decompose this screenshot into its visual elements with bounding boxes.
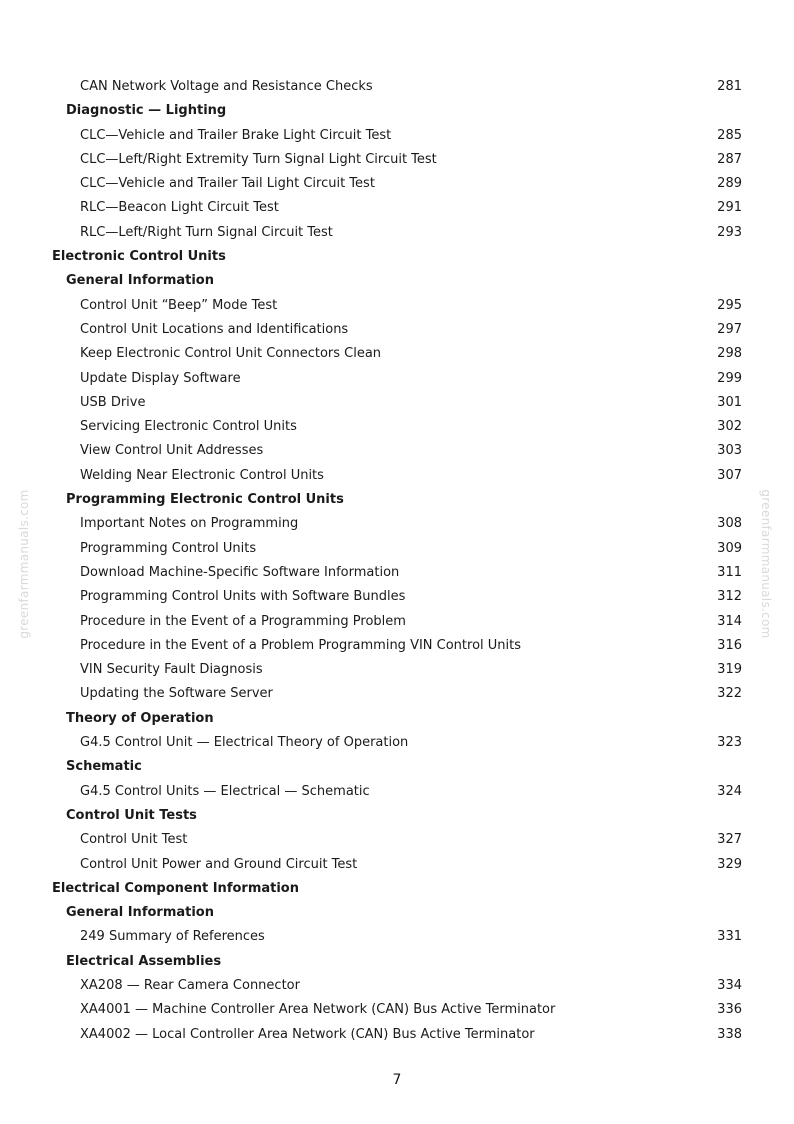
toc-entry-page-number: 322 <box>717 686 742 702</box>
toc-entry-page-number: 287 <box>717 151 742 167</box>
toc-entry[interactable] <box>0 925 794 949</box>
toc-entry[interactable] <box>0 853 794 877</box>
toc-entry-title: G4.5 Control Unit — Electrical Theory of Operation <box>80 735 409 751</box>
toc-entry-title: Diagnostic — Lighting <box>66 103 227 119</box>
toc-entry-title: RLC—Left/Right Turn Signal Circuit Test <box>80 224 333 240</box>
toc-entry-page-number: 295 <box>717 297 742 313</box>
subsection-heading <box>0 269 794 293</box>
toc-entry-page-number: 329 <box>717 856 742 872</box>
toc-entry-title: Important Notes on Programming <box>80 516 299 532</box>
toc-entry-title: VIN Security Fault Diagnosis <box>80 662 263 678</box>
toc-entry-title: Procedure in the Event of a Programming Problem <box>80 613 406 629</box>
toc-entry-page-number: 309 <box>717 540 742 556</box>
toc-entry-title: RLC—Beacon Light Circuit Test <box>80 200 279 216</box>
toc-entry-page-number: 324 <box>717 783 742 799</box>
section-heading <box>0 877 794 901</box>
toc-entry[interactable] <box>0 367 794 391</box>
toc-entry-page-number: 297 <box>717 321 742 337</box>
toc-entry-page-number: 308 <box>717 516 742 532</box>
subsection-heading <box>0 950 794 974</box>
toc-entry-page-number: 334 <box>717 977 742 993</box>
toc-entry-title: USB Drive <box>80 394 146 410</box>
toc-entry[interactable] <box>0 610 794 634</box>
table-of-contents <box>0 75 794 1047</box>
toc-entry-title: Control Unit “Beep” Mode Test <box>80 297 278 313</box>
toc-entry-page-number: 323 <box>717 735 742 751</box>
toc-entry-title: Control Unit Tests <box>66 807 197 823</box>
toc-entry[interactable] <box>0 1023 794 1047</box>
toc-entry[interactable] <box>0 561 794 585</box>
page-number: 7 <box>392 1072 402 1088</box>
toc-entry-page-number: 311 <box>717 564 742 580</box>
toc-entry-page-number: 299 <box>717 370 742 386</box>
section-heading <box>0 245 794 269</box>
toc-entry-page-number: 281 <box>717 79 742 94</box>
toc-entry-title: Control Unit Power and Ground Circuit Test <box>80 856 358 872</box>
toc-entry[interactable] <box>0 75 794 99</box>
toc-entry-page-number: 327 <box>717 832 742 848</box>
subsection-heading <box>0 804 794 828</box>
toc-entry-title: XA4001 — Machine Controller Area Network (CAN) Bus Active Terminator <box>80 1002 556 1018</box>
toc-entry-page-number: 293 <box>717 224 742 240</box>
toc-entry-page-number: 301 <box>717 394 742 410</box>
toc-entry[interactable] <box>0 124 794 148</box>
toc-entry[interactable] <box>0 172 794 196</box>
toc-entry[interactable] <box>0 634 794 658</box>
toc-entry[interactable] <box>0 415 794 439</box>
toc-entry-title: General Information <box>66 273 214 289</box>
toc-entry-title: Servicing Electronic Control Units <box>80 419 297 435</box>
subsection-heading <box>0 99 794 123</box>
toc-entry-page-number: 289 <box>717 176 742 192</box>
toc-entry-page-number: 285 <box>717 127 742 143</box>
toc-entry-title: Schematic <box>66 759 142 775</box>
toc-entry-page-number: 302 <box>717 419 742 435</box>
toc-entry[interactable] <box>0 585 794 609</box>
toc-entry[interactable] <box>0 148 794 172</box>
toc-entry[interactable] <box>0 318 794 342</box>
toc-entry[interactable] <box>0 682 794 706</box>
toc-entry-title: CLC—Left/Right Extremity Turn Signal Light Circuit Test <box>80 151 437 167</box>
subsection-heading <box>0 488 794 512</box>
toc-entry-title: XA4002 — Local Controller Area Network (CAN) Bus Active Terminator <box>80 1026 535 1042</box>
toc-entry[interactable] <box>0 439 794 463</box>
toc-entry-page-number: 312 <box>717 589 742 605</box>
toc-entry-title: Control Unit Locations and Identifications <box>80 321 349 337</box>
toc-entry[interactable] <box>0 221 794 245</box>
toc-entry-title: Electronic Control Units <box>52 249 226 265</box>
toc-entry-title: Programming Control Units <box>80 540 257 556</box>
toc-entry[interactable] <box>0 464 794 488</box>
toc-entry-title: Updating the Software Server <box>80 686 273 702</box>
subsection-heading <box>0 901 794 925</box>
toc-entry-page-number: 298 <box>717 346 742 362</box>
toc-entry-page-number: 307 <box>717 467 742 483</box>
toc-entry-page-number: 338 <box>717 1026 742 1042</box>
toc-entry[interactable] <box>0 512 794 536</box>
toc-entry[interactable] <box>0 658 794 682</box>
toc-entry-title: Theory of Operation <box>66 710 214 726</box>
toc-entry[interactable] <box>0 342 794 366</box>
watermark-left: greenfarmmanuals.com <box>17 489 31 639</box>
toc-entry-page-number: 291 <box>717 200 742 216</box>
watermark-right: greenfarmmanuals.com <box>759 489 773 639</box>
subsection-heading <box>0 707 794 731</box>
toc-entry-title: Control Unit Test <box>80 832 188 848</box>
toc-entry-title: 249 Summary of References <box>80 929 265 945</box>
toc-entry-title: Electrical Component Information <box>52 880 299 896</box>
toc-entry[interactable] <box>0 391 794 415</box>
toc-entry-title: General Information <box>66 905 214 921</box>
toc-entry[interactable] <box>0 828 794 852</box>
toc-entry-title: Download Machine-Specific Software Information <box>80 564 400 580</box>
toc-entry-title: CAN Network Voltage and Resistance Checks <box>80 79 373 94</box>
toc-entry-title: View Control Unit Addresses <box>80 443 264 459</box>
toc-entry-page-number: 336 <box>717 1002 742 1018</box>
toc-entry-title: Welding Near Electronic Control Units <box>80 467 324 483</box>
toc-entry-title: G4.5 Control Units — Electrical — Schematic <box>80 783 370 799</box>
toc-entry[interactable] <box>0 998 794 1022</box>
toc-entry-page-number: 319 <box>717 662 742 678</box>
toc-entry-title: Programming Control Units with Software Bundles <box>80 589 406 605</box>
toc-entry-page-number: 316 <box>717 637 742 653</box>
toc-entry-title: CLC—Vehicle and Trailer Tail Light Circuit Test <box>80 176 375 192</box>
toc-entry[interactable] <box>0 780 794 804</box>
toc-entry-page-number: 303 <box>717 443 742 459</box>
toc-entry-title: CLC—Vehicle and Trailer Brake Light Circuit Test <box>80 127 392 143</box>
toc-entry[interactable] <box>0 974 794 998</box>
toc-entry-page-number: 314 <box>717 613 742 629</box>
toc-entry-title: Update Display Software <box>80 370 241 386</box>
toc-entry-title: XA208 — Rear Camera Connector <box>80 977 300 993</box>
toc-entry-title: Keep Electronic Control Unit Connectors Clean <box>80 346 382 362</box>
toc-entry-title: Electrical Assemblies <box>66 953 222 969</box>
toc-entry-page-number: 331 <box>717 929 742 945</box>
toc-entry[interactable] <box>0 196 794 220</box>
toc-entry[interactable] <box>0 731 794 755</box>
toc-entry[interactable] <box>0 537 794 561</box>
toc-entry[interactable] <box>0 294 794 318</box>
subsection-heading <box>0 755 794 779</box>
toc-entry-title: Procedure in the Event of a Problem Programming VIN Control Units <box>80 637 522 653</box>
toc-entry-title: Programming Electronic Control Units <box>66 492 344 508</box>
